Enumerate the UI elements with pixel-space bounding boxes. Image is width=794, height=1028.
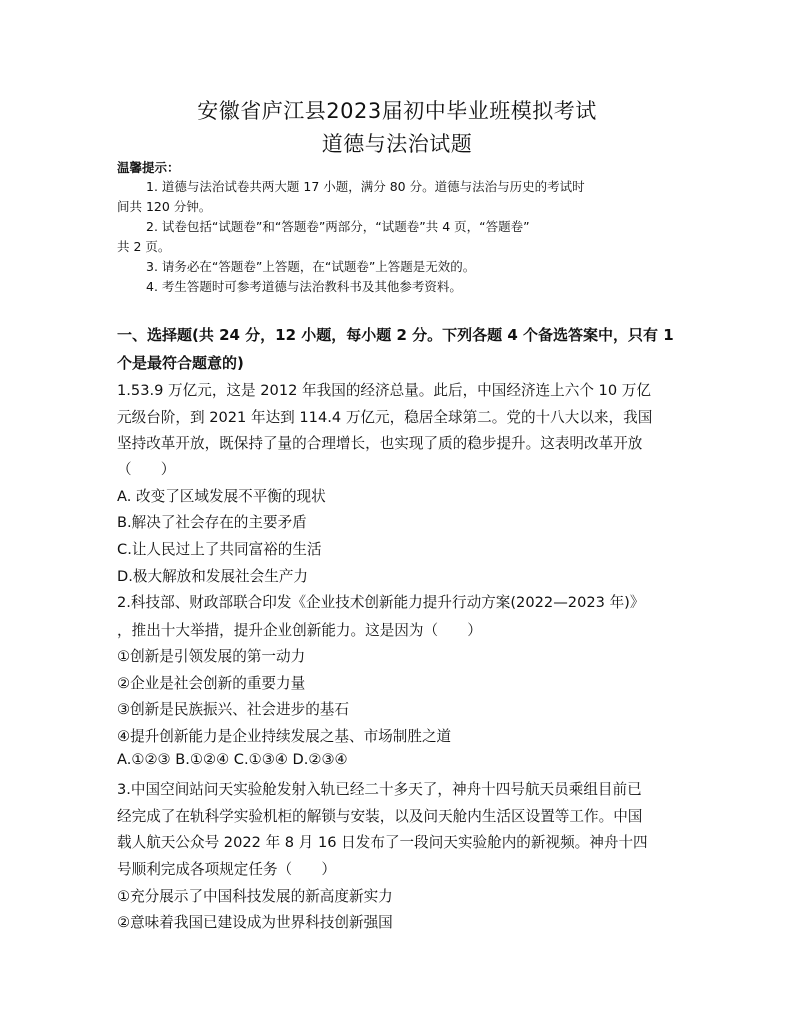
statement-item: ①创新是引领发展的第一动力 xyxy=(117,648,306,665)
tip-line: 共 2 页。 xyxy=(117,239,171,254)
question-1-blank: （ ） xyxy=(117,461,176,478)
answer-choices: A.①②③ B.①②④ C.①③④ D.②③④ xyxy=(117,751,348,768)
tip-line: 间共 120 分钟。 xyxy=(117,199,212,214)
question-3-text: 载人航天公众号 2022 年 8 月 16 日发布了一段问天实验舱内的新视频。神舟十四 xyxy=(117,834,648,851)
statement-item: ②意味着我国已建设成为世界科技创新强国 xyxy=(117,914,393,931)
question-1-text: 1.53.9 万亿元，这是 2012 年我国的经济总量。此后，中国经济连上六个 10 万亿 xyxy=(117,382,651,399)
question-3-blank: 号顺利完成各项规定任务（ ） xyxy=(117,861,336,878)
exam-subtitle: 道德与法治试题 xyxy=(321,132,473,156)
statement-item: ③创新是民族振兴、社会进步的基石 xyxy=(117,701,349,718)
question-1-text: 元级台阶，到 2021 年达到 114.4 万亿元，稳居全球第二。党的十八大以来，我国 xyxy=(117,409,653,426)
tips-heading: 温馨提示： xyxy=(117,160,180,175)
option-d: D.极大解放和发展社会生产力 xyxy=(117,568,309,585)
question-3-text: 经完成了在轨科学实验机柜的解锁与安装，以及问天舱内生活区设置等工作。中国 xyxy=(117,808,643,825)
statement-item: ②企业是社会创新的重要力量 xyxy=(117,675,306,692)
option-a: A. 改变了区域发展不平衡的现状 xyxy=(117,488,326,505)
tip-line: 1. 道德与法治试卷共两大题 17 小题，满分 80 分。道德与法治与历史的考试时 xyxy=(146,179,585,194)
option-c: C.让人民过上了共同富裕的生活 xyxy=(117,541,322,558)
section-heading: 一、选择题(共 24 分，12 小题，每小题 2 分。下列各题 4 个备选答案中，只有 1 xyxy=(117,326,674,344)
question-1-text: 坚持改革开放，既保持了量的合理增长，也实现了质的稳步提升。这表明改革开放 xyxy=(117,435,643,452)
question-3-text: 3.中国空间站问天实验舱发射入轨已经二十多天了，神舟十四号航天员乘组目前已 xyxy=(117,781,642,798)
tip-line: 2. 试卷包括“试题卷”和“答题卷”两部分，“试题卷”共 4 页，“答题卷” xyxy=(146,219,530,234)
option-b: B.解决了社会存在的主要矛盾 xyxy=(117,514,307,531)
question-2-text: ，推出十大举措，提升企业创新能力。这是因为（ ） xyxy=(117,622,482,639)
statement-item: ①充分展示了中国科技发展的新高度新实力 xyxy=(117,888,393,905)
tip-line: 3. 请务必在“答题卷”上答题，在“试题卷”上答题是无效的。 xyxy=(146,259,476,274)
section-heading: 个是最符合题意的) xyxy=(117,354,244,372)
statement-item: ④提升创新能力是企业持续发展之基、市场制胜之道 xyxy=(117,728,452,745)
tip-line: 4. 考生答题时可参考道德与法治教科书及其他参考资料。 xyxy=(146,279,462,294)
question-2-text: 2.科技部、财政部联合印发《企业技术创新能力提升行动方案(2022—2023 年)》 xyxy=(117,594,645,611)
exam-title: 安徽省庐江县2023届初中毕业班模拟考试 xyxy=(197,99,597,123)
